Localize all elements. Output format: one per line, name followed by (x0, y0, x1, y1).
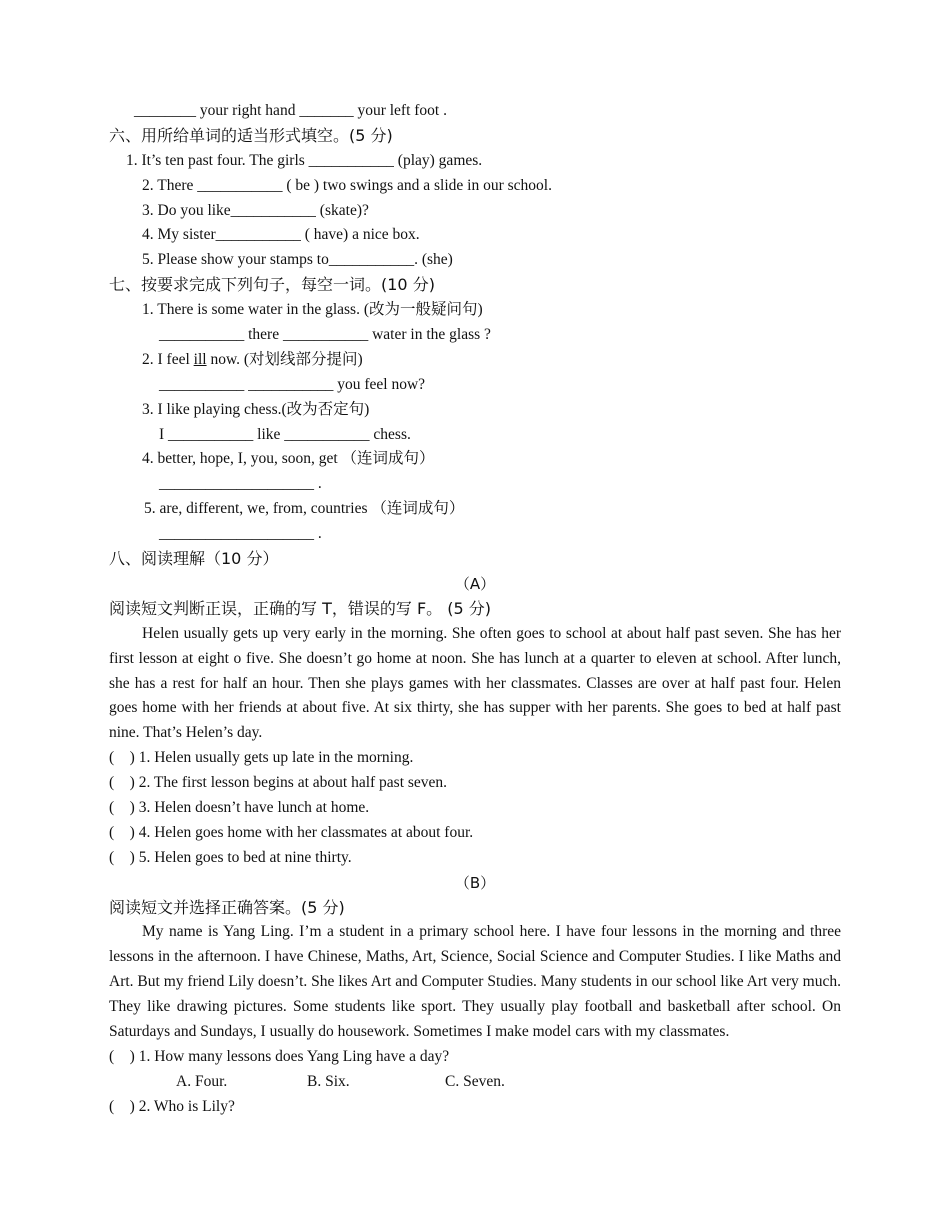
section-7-q1-prompt: 1. There is some water in the glass. (改为一般疑问句) (142, 301, 483, 319)
section-7-q4-answer: ____________________ . (159, 475, 322, 493)
section-6-item: 3. Do you like___________ (skate)? (142, 201, 369, 219)
part-a-question: ( ) 5. Helen goes to bed at nine thirty. (109, 848, 352, 866)
q2-prompt-before: 2. I feel (142, 350, 194, 368)
section-7-q1-answer: ___________ there ___________ water in the glass ? (159, 326, 491, 344)
part-a-passage: Helen usually gets up very early in the morning. She often goes to school at about half past seven. She has her first lesson at eight o five. She doesn’t go home at noon. She has lunch at a quarter to eleven at school. After lunch, she has a rest for half an hour. Then she plays games with her classmates. Classes are over at half past four. Helen goes home with her friends at about five. At six thirty, she has supper with her parents. She goes to bed at half past nine. That’s Helen’s day. (109, 624, 841, 742)
section-7-q3-answer: I ___________ like ___________ chess. (159, 425, 411, 443)
option-c: C. Seven. (445, 1072, 505, 1090)
part-a-label: （A） (454, 574, 496, 593)
section-8-heading: 八、阅读理解（10 分） (109, 549, 279, 569)
section-7-q3-prompt: 3. I like playing chess.(改为否定句) (142, 400, 370, 418)
q2-prompt-after: now. (对划线部分提问) (206, 350, 363, 368)
section-6-item: 1. It’s ten past four. The girls ___________ (play) games. (126, 151, 483, 169)
section-7-q4-prompt: 4. better, hope, I, you, soon, get （连词成句） (142, 450, 435, 468)
part-b-question-1-options (109, 1070, 841, 1095)
part-a-instruction: 阅读短文判断正误，正确的写 T，错误的写 F。 (5 分) (109, 598, 491, 618)
worksheet-page (109, 99, 841, 1120)
continued-question-line: ________ your right hand _______ your left foot . (134, 102, 447, 119)
part-a-question: ( ) 1. Helen usually gets up late in the morning. (109, 749, 414, 767)
part-b-passage: My name is Yang Ling. I’m a student in a primary school here. I have four lessons in the morning and three lessons in the afternoon. I have Chinese, Maths, Art, Science, Social Science and Computer Studies. I like Maths and Art. But my friend Lily doesn’t. She likes Art and Computer Studies. Many students in our school like Art very much. They like drawing pictures. Some students like sport. They usually play football and basketball after school. On Saturdays and Sundays, I usually do housework. Sometimes I make model cars with my classmates. (109, 923, 841, 1041)
part-b-question-1: ( ) 1. How many lessons does Yang Ling have a day? (109, 1048, 450, 1065)
option-b: B. Six. (307, 1072, 350, 1090)
part-b-label: （B） (454, 873, 496, 892)
section-6-item: 2. There ___________ ( be ) two swings and a slide in our school. (142, 176, 552, 194)
option-a: A. Four. (176, 1072, 228, 1090)
section-7-q5-answer: ____________________ . (159, 525, 322, 543)
q2-underlined-word: ill (193, 350, 207, 368)
section-7-q5-prompt: 5. are, different, we, from, countries （连词成句） (144, 500, 465, 518)
section-6-item: 5. Please show your stamps to___________. (she) (142, 251, 453, 269)
section-6-heading: 六、用所给单词的适当形式填空。(5 分) (109, 125, 393, 145)
section-7-q2-answer: ___________ ___________ you feel now? (159, 375, 426, 393)
section-7-heading: 七、按要求完成下列句子，每空一词。(10 分) (109, 275, 435, 295)
part-a-question: ( ) 2. The first lesson begins at about half past seven. (109, 774, 448, 792)
section-6-item: 4. My sister___________ ( have) a nice box. (142, 226, 420, 244)
part-b-instruction: 阅读短文并选择正确答案。(5 分) (109, 897, 345, 917)
section-7-q2-prompt (109, 348, 841, 373)
part-b-question-2: ( ) 2. Who is Lily? (109, 1097, 235, 1115)
part-a-question: ( ) 4. Helen goes home with her classmates at about four. (109, 823, 474, 841)
part-a-question: ( ) 3. Helen doesn’t have lunch at home. (109, 799, 370, 817)
